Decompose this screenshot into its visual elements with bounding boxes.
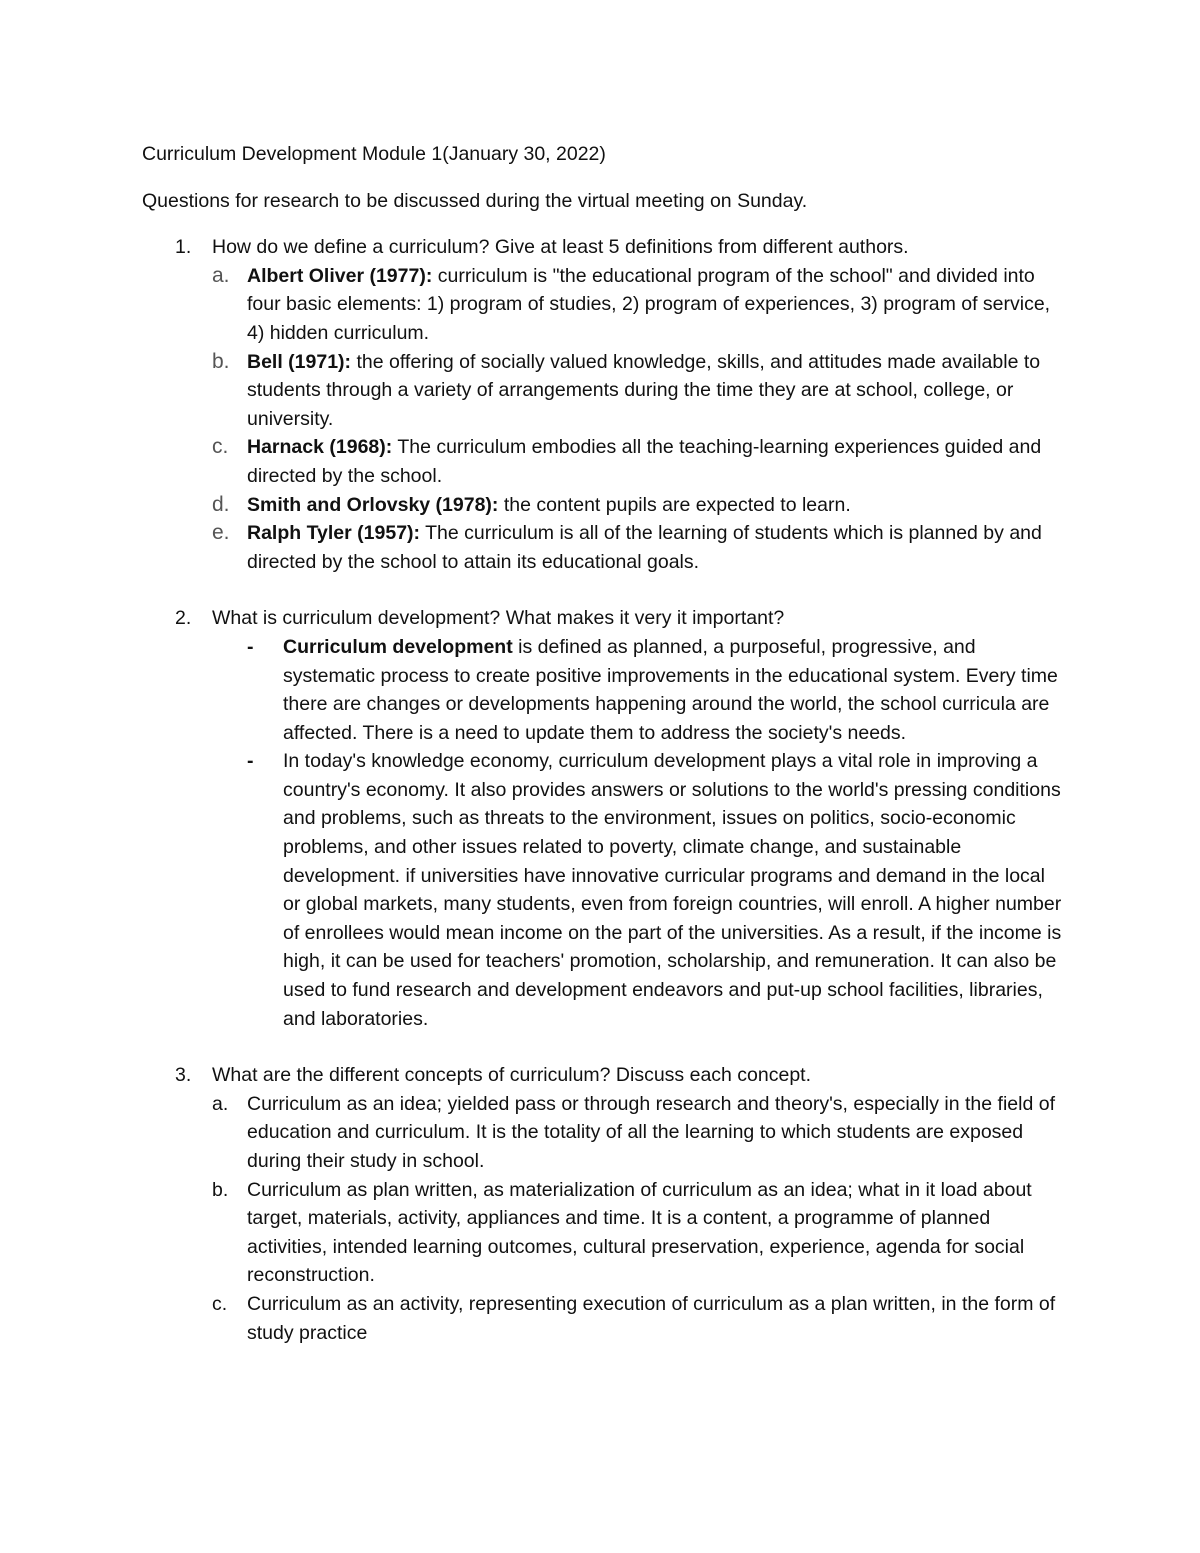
item-letter: c. xyxy=(212,1292,228,1315)
definition-text: The curriculum is all of the learning of students which is planned by and directed by the school to attain its educational goals. xyxy=(247,522,1042,573)
spacer xyxy=(142,576,1062,604)
definition-item xyxy=(142,348,1062,434)
definition-text: The curriculum embodies all the teaching-learning experiences guided and directed by the school. xyxy=(247,436,1042,487)
definition-item xyxy=(142,519,1062,576)
bullet-item xyxy=(142,747,1062,1033)
item-letter: b. xyxy=(212,1178,229,1201)
question-text: How do we define a curriculum? Give at least 5 definitions from different authors. xyxy=(212,236,909,259)
question-1 xyxy=(142,233,1062,262)
definition-item xyxy=(142,262,1062,348)
item-letter: b. xyxy=(212,349,230,373)
definition-item xyxy=(142,491,1062,520)
concept-item xyxy=(142,1176,1062,1290)
item-letter: a. xyxy=(212,1092,229,1115)
question-2 xyxy=(142,604,1062,633)
question-text: What are the different concepts of curriculum? Discuss each concept. xyxy=(212,1064,812,1087)
bullet-item xyxy=(142,633,1062,747)
item-letter: c. xyxy=(212,435,229,459)
bullet-text: In today's knowledge economy, curriculum development plays a vital role in improving a country's economy. It also provides answers or solutions to the world's pressing conditions and problems, such as threats to the environment, issues on politics, socio-economic problems, and other issues related to poverty, climate change, and sustainable development. if universities have innovative curricular programs and demand in the local or global markets, many students, even from foreign countries, will enroll. A higher number of enrollees would mean income on the part of the universities. As a result, if the income is high, it can be used for teachers' promotion, scholarship, and remuneration. It can also be used to fund research and development endeavors and put-up school facilities, libraries, and laboratories. xyxy=(283,750,1062,1030)
question-number: 1. xyxy=(175,236,192,259)
author-name: Albert Oliver (1977): xyxy=(247,264,433,287)
bullet-dash: - xyxy=(247,635,254,658)
definition-item xyxy=(142,433,1062,490)
concept-text: Curriculum as an idea; yielded pass or through research and theory's, especially in the field of education and curriculum. It is the totality of all the learning to which students are exposed during their study in school. xyxy=(247,1092,1055,1172)
definition-text: curriculum is "the educational program of the school" and divided into four basic elements: 1) program of studies, 2) program of experiences, 3) program of service, 4) hidden curriculum. xyxy=(247,264,1051,344)
question-3 xyxy=(142,1061,1062,1090)
question-number: 2. xyxy=(175,607,192,630)
item-letter: d. xyxy=(212,492,230,516)
bullet-text: is defined as planned, a purposeful, progressive, and systematic process to create positive improvements in the educational system. Every time there are changes or developments happening around the world, the school curricula are affected. There is a need to update them to address the society's needs. xyxy=(283,635,1058,744)
question-text: What is curriculum development? What makes it very it important? xyxy=(212,607,785,630)
concept-item xyxy=(142,1290,1062,1347)
question-number: 3. xyxy=(175,1064,192,1087)
concept-item xyxy=(142,1090,1062,1176)
bullet-dash: - xyxy=(247,750,254,773)
author-name: Smith and Orlovsky (1978): xyxy=(247,493,499,516)
author-name: Bell (1971): xyxy=(247,350,352,373)
spacer xyxy=(142,1033,1062,1061)
concept-text: Curriculum as plan written, as materialization of curriculum as an idea; what in it load about target, materials, activity, appliances and time. It is a content, a programme of planned activities, intended learning outcomes, cultural preservation, experience, agenda for social reconstruction. xyxy=(247,1178,1032,1287)
definition-text: the offering of socially valued knowledge, skills, and attitudes made available to students through a variety of arrangements during the time they are at school, college, or university. xyxy=(247,350,1041,430)
concept-text: Curriculum as an activity, representing execution of curriculum as a plan written, in the form of study practice xyxy=(247,1292,1056,1344)
author-name: Ralph Tyler (1957): xyxy=(247,522,421,545)
item-letter: a. xyxy=(212,263,230,287)
intro-text: Questions for research to be discussed during the virtual meeting on Sunday. xyxy=(142,189,808,212)
bold-term: Curriculum development xyxy=(283,635,513,658)
item-letter: e. xyxy=(212,521,230,545)
author-name: Harnack (1968): xyxy=(247,436,393,459)
document-page xyxy=(142,140,1062,1347)
definition-text: the content pupils are expected to learn. xyxy=(498,493,851,516)
document-title: Curriculum Development Module 1(January 30, 2022) xyxy=(142,143,606,165)
